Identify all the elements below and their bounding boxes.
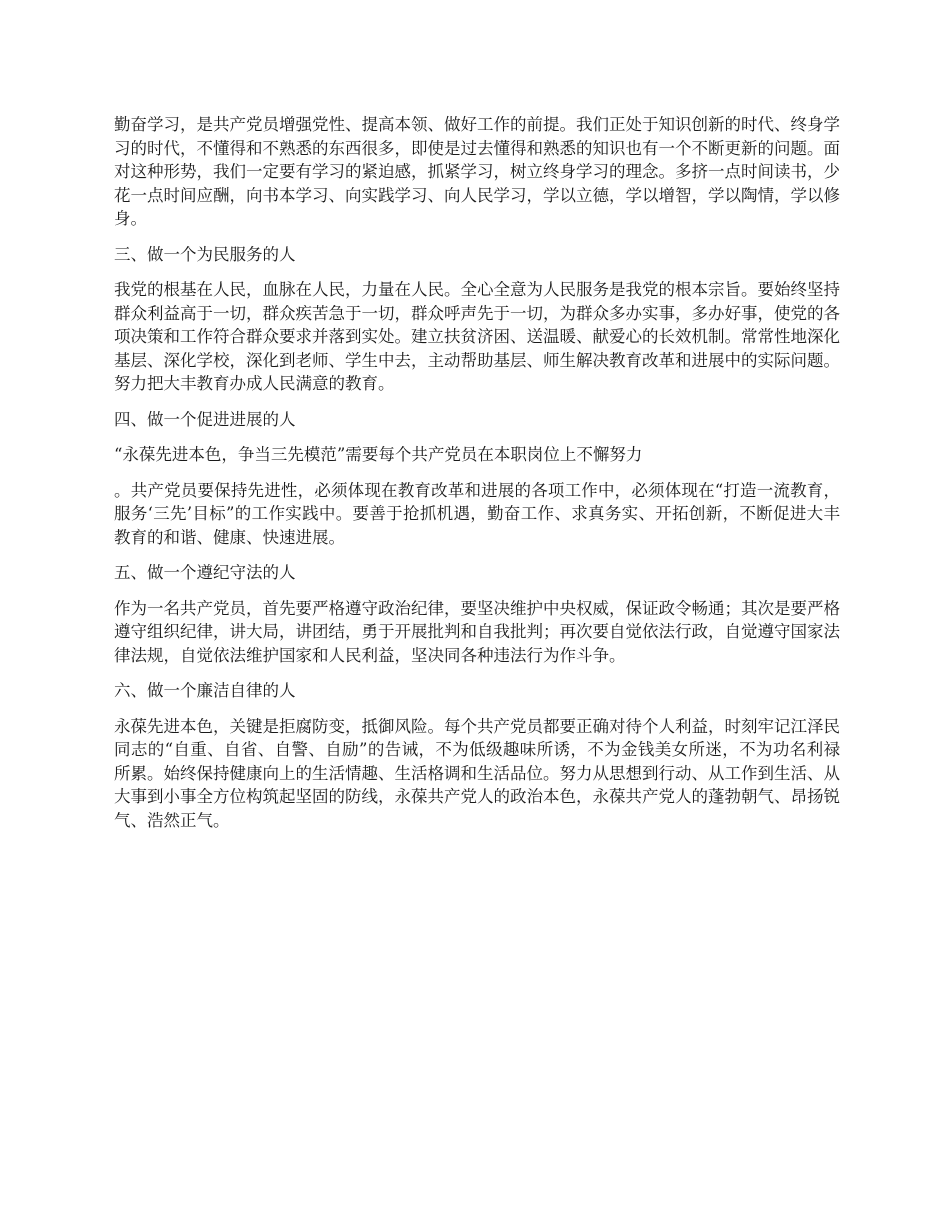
paragraph-serve-people: 我党的根基在人民，血脉在人民，力量在人民。全心全意为人民服务是我党的根本宗旨。要始终坚持群众利益高于一切，群众疾苦急于一切，群众呼声先于一切，为群众多办实事，多办好事，使党的各项决策和工作符合群众要求并落到实处。建立扶贫济困、送温暖、献爱心的长效机制。常常性地深化基层、深化学校，深化到老师、学生中去，主动帮助基层、师生解决教育改革和进展中的实际问题。努力把大丰教育办成人民满意的教育。 bbox=[114, 280, 840, 393]
section-heading-serve-people: 三、做一个为民服务的人 bbox=[114, 244, 296, 264]
paragraph-model-quote: “永葆先进本色，争当三先模范”需要每个共产党员在本职岗位上不懈努力 bbox=[114, 445, 643, 464]
section-heading-obey-law: 五、做一个遵纪守法的人 bbox=[114, 563, 296, 582]
paragraph-obey-law: 作为一名共产党员，首先要严格遵守政治纪律，要坚决维护中央权威，保证政令畅通；其次是要严格遵守组织纪律，讲大局，讲团结，勇于开展批判和自我批判；再次要自觉依法行政，自觉遵守国家法律法规，自觉依法维护国家和人民利益，坚决同各种违法行为作斗争。 bbox=[114, 598, 840, 665]
paragraph-study: 勤奋学习，是共产党员增强党性、提高本领、做好工作的前提。我们正处于知识创新的时代、终身学习的时代，不懂得和不熟悉的东西很多，即使是过去懂得和熟悉的知识也有一个不断更新的问题。面对这种形势，我们一定要有学习的紧迫感，抓紧学习，树立终身学习的理念。多挤一点时间读书，少花一点时间应酬，向书本学习、向实践学习、向人民学习，学以立德，学以增智，学以陶情，学以修身。 bbox=[114, 115, 840, 228]
section-heading-promote-development: 四、做一个促进进展的人 bbox=[114, 409, 296, 429]
document-body bbox=[114, 113, 840, 844]
paragraph-promote-development: 。共产党员要保持先进性，必须体现在教育改革和进展的各项工作中，必须体现在“打造一流教育，服务‘三先’目标”的工作实践中。要善于抢抓机遇，勤奋工作、求真务实、开拓创新，不断促进大丰教育的和谐、健康、快速进展。 bbox=[114, 480, 840, 547]
paragraph-integrity: 永葆先进本色，关键是拒腐防变，抵御风险。每个共产党员都要正确对待个人利益，时刻牢记江泽民同志的“自重、自省、自警、自励”的告诫，不为低级趣味所诱，不为金钱美女所迷，不为功名利禄所累。始终保持健康向上的生活情趣、生活格调和生活品位。努力从思想到行动、从工作到生活、从大事到小事全方位构筑起坚固的防线，永葆共产党人的政治本色，永葆共产党人的蓬勃朝气、昂扬锐气、浩然正气。 bbox=[114, 716, 840, 830]
section-heading-integrity: 六、做一个廉洁自律的人 bbox=[114, 681, 296, 700]
